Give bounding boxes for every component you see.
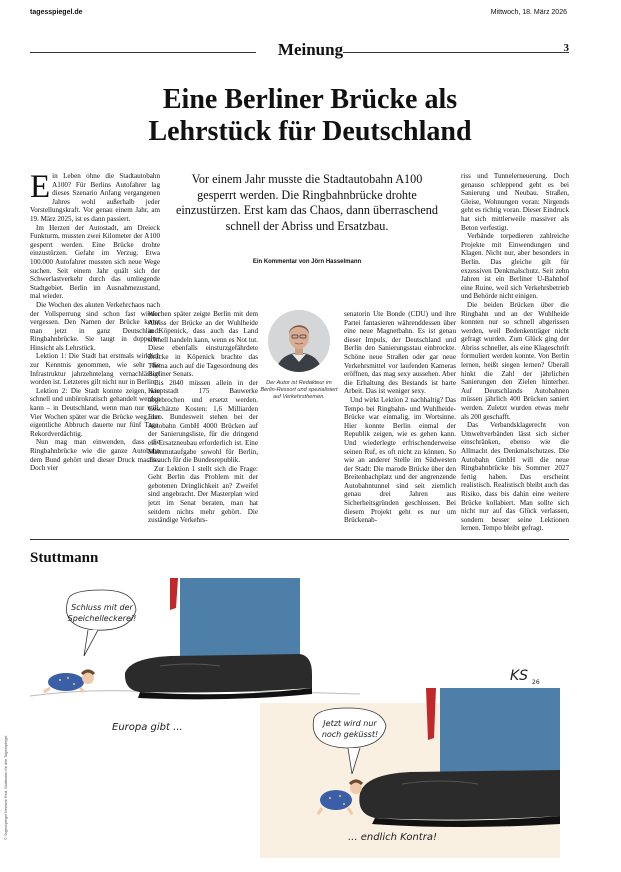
cartoon bbox=[30, 578, 570, 868]
paragraph: riss und Tunnelerneuerung. Doch genauso schleppend geht es bei Sanierung und Neubau. Straßen, Gleise, Wohnungen voran: Nirgends geht es richtig voran. Dieser Eindruck hat sich mittlerweile massiver als Beton verfestigt. bbox=[461, 172, 569, 232]
article-lede: Vor einem Jahr musste die Stadtautobahn A100 gesperrt werden. Die Ringbahnbrücke drohte einzustürzen. Erst kam das Chaos, dann überraschend schnell der Abriss und Ersatzbau. bbox=[176, 172, 438, 233]
article-column-2 bbox=[148, 310, 258, 525]
red-tie-icon bbox=[170, 578, 178, 610]
cartoon-divider bbox=[30, 539, 569, 540]
article-column-1 bbox=[30, 169, 160, 473]
headline-line-2: Lehrstück für Deutschland bbox=[148, 116, 472, 147]
speech-text-1b: Speichelleckerei! bbox=[67, 614, 137, 623]
paragraph: Und wirkt Lektion 2 nachhaltig? Das Tempo bei Ringbahn- und Wuhlheide-Brücke war einmalig, im Wortsinne. Hier konnte Berlin einmal der Republik zeigen, wie es gehen kann. Und wiederlegte erfrischenderweise seinen Ruf, es oft nicht zu können. So wie an anderer Stelle im Südwesten der Stadt: Die marode Brücke über den Breitenbachplatz und der angrenzende Autobahntunnel sind seit ziemlich genau drei Jahren aus Sicherheitsgründen geschlossen. Bei diesem Projekt geht es nur um Brückenab- bbox=[344, 395, 456, 525]
paragraph: Zur Lektion 1 stellt sich die Frage: Geht Berlin das Problem mit der gebotenen Dringlichkeit an? Zweifel sind angebracht. Der Masterplan wird jetzt im Senat beraten, man hat seitdem nichts mehr gehört. Die zuständige Verkehrs- bbox=[148, 464, 258, 525]
paragraph: Ein Leben ohne die Stadtautobahn A100? Für Berlins Autofahrer lag dieses Szenario Anfang vergangenen Jahres wohl außerhalb jeder Vorstellungskraft. Vor genau einem Jahr, am 19. März 2025, ist es dann passiert. bbox=[30, 169, 160, 223]
paragraph: Das Verbandsklagerecht von Umweltverbänden lässt sich sicher einschränken, ebenso wie die Allmacht des Denkmalschutzes. Die Autobahn GmbH will die neue Ringbahnbrücke bis Sommer 2027 fertig haben. Das erscheint realistisch. Realistisch bleibt auch das Risiko, dass bis dahin eine weitere Brücke kollabiert. Man sollte sich nicht nur auf das Glück verlassen, sondern besser seine Lektionen lernen. Tempo bleibt gefragt. bbox=[461, 421, 569, 533]
paragraph: Im Herzen der Autostadt, am Dreieck Funkturm, mussten zwei Kilometer der A100 gesperrt werden. Eine Brücke drohte einzustürzen. Gefahr im Verzug. Etwa 100.000 Autofahrer mussten sich neue Wege suchen. Seit einem Jahr quält sich der Schwerlastverkehr durch das umliegende Stadtgebiet. Berlin im Ausnahmezustand, mal wieder. bbox=[30, 223, 160, 301]
cartoon-panel-2 bbox=[260, 688, 560, 858]
drop-cap: E bbox=[30, 169, 51, 205]
author-photo bbox=[268, 310, 330, 372]
europa-figure-icon bbox=[44, 671, 94, 692]
paragraph: Die Wochen des akuten Verkehrchaos nach der Vollsperrung sind schon fast wieder vergessen. Den Namen der Brücke kennt man jetzt in ganz Deutschland: Ringbahnbrücke. Sie taugt in doppelter Hinsicht als Lehrstück. bbox=[30, 300, 160, 352]
paragraph: Verbände torpedieren zahlreiche Projekte mit Einwendungen und Klagen. Nicht nur, aber besonders in Berlin. Das gleiche gilt für exzessiven Denkmalschutz. Seit zehn Jahren ist ein Berliner U-Bahnhof eine Ruine, weil sich Verkehrsbetrieb und Behörde nicht einigen. bbox=[461, 232, 569, 301]
signature-year: 26 bbox=[532, 679, 540, 686]
speech-bubble-2 bbox=[313, 708, 386, 748]
headline bbox=[20, 84, 600, 148]
black-shoe-icon bbox=[359, 770, 560, 827]
author-portrait-icon bbox=[268, 310, 330, 372]
speech-text-1a: Schluss mit der bbox=[71, 603, 133, 612]
issue-date: Mittwoch, 18. März 2026 bbox=[490, 9, 567, 16]
paragraph: Bis 2040 müssen allein in der Hauptstadt 175 Bauwerke abgebrochen und ersetzt werden. Geschätzte Kosten: 1,6 Milliarden Euro. Bundesweit stehen bei der Autobahn GmbH 4000 Brücken auf der Sanierungsliste, für die dringend ein Ersatzneubau erforderlich ist. Eine Mammutaufgabe sowohl für Berlin, als auch für die Bundesrepublik. bbox=[148, 378, 258, 465]
paragraph: Wochen später zeigte Berlin mit dem Abriss der Brücke an der Wuhlheide in Köpenick, dass auch das Land schnell handeln kann, wenn es Not tut. Diese ebenfalls einsturzgefährdete Brücke in Köpenick brachte das Thema auch auf die Tagesordnung des Berliner Senats. bbox=[148, 310, 258, 379]
paragraph: Die beiden Brücken über die Ringbahn und an der Wuhlheide konnten nur so schnell abgerissen werden, weil Bedenkenträger nicht gefragt wurden. Zum Glück ging der Abriss schneller, als eine Klageschrift formuliert werden konnte. Von Berlin lernen, heißt siegen lernen? Überall hinkt die Zahl der jährlichen Sanierungen den Zielen hinterher. Auf Deutschlands Autobahnen müssen jährlich 400 Brücken saniert werden. Zuletzt wurden etwas mehr als 200 geschafft. bbox=[461, 300, 569, 421]
site-url[interactable]: tagesspiegel.de bbox=[30, 9, 83, 16]
byline: Ein Kommentar von Jörn Hasselmann bbox=[252, 259, 362, 265]
section-title: Meinung bbox=[277, 40, 344, 59]
black-shoe-icon bbox=[125, 654, 312, 699]
paragraph: Nun mag man einwenden, dass die Ringbahnbrücke wie die ganze Autobahn dem Bund gehört und dieser Druck machte. Doch vier bbox=[30, 438, 160, 473]
photo-caption: Der Autor ist Redakteur im Berlin-Ressort und spezialisiert auf Verkehrsthemen. bbox=[260, 380, 338, 400]
article-column-4 bbox=[461, 172, 569, 533]
article-column-3 bbox=[344, 310, 456, 525]
speech-text-2b: noch geküsst! bbox=[321, 730, 379, 739]
speech-text-2a: Jetzt wird nur bbox=[323, 719, 377, 728]
artist-signature: KS bbox=[510, 668, 529, 684]
paragraph: Lektion 2: Die Stadt konnte zeigen, wie schnell und unbürokratisch gehandelt werden kann – in Deutschland, wenn man nur will. Vier Wochen später war die Brücke weg, der eigentliche Abbruch dauerte nur fünf Tage. Rekordverdächtig. bbox=[30, 386, 160, 438]
headline-line-1: Eine Berliner Brücke als bbox=[162, 84, 458, 115]
page-number: 3 bbox=[563, 42, 569, 54]
cartoon-caption-1: Europa gibt ... bbox=[112, 722, 183, 733]
cartoon-caption-2: ... endlich Kontra! bbox=[348, 832, 437, 843]
photo-credit: © Tagesspiegel Newsrm Red. Stuttmann für den Tagesspiegel bbox=[4, 735, 8, 840]
cartoon-title: Stuttmann bbox=[30, 550, 99, 566]
paragraph: senatorin Ute Bonde (CDU) und ihre Partei fantasieren währenddessen über eine neue Magnetbahn. Es ist genau dieser Impuls, der Deutschland und Berlin den Sanierungsstau einbrockte. Schöne neue Straßen oder gar neue Verkehrsmittel vor laufenden Kameras eröffnen, das mag sexy aussehen. Aber die Erhaltung des Bestands ist harte Arbeit. Das ist weniger sexy. bbox=[344, 310, 456, 396]
paragraph: Lektion 1: Die Stadt hat erstmals wirklich zur Kenntnis genommen, wie sehr die Infrastruktur jahrzehntelang vernachlässigt worden ist. Letzteres gilt nicht nur in Berlin. bbox=[30, 352, 160, 387]
